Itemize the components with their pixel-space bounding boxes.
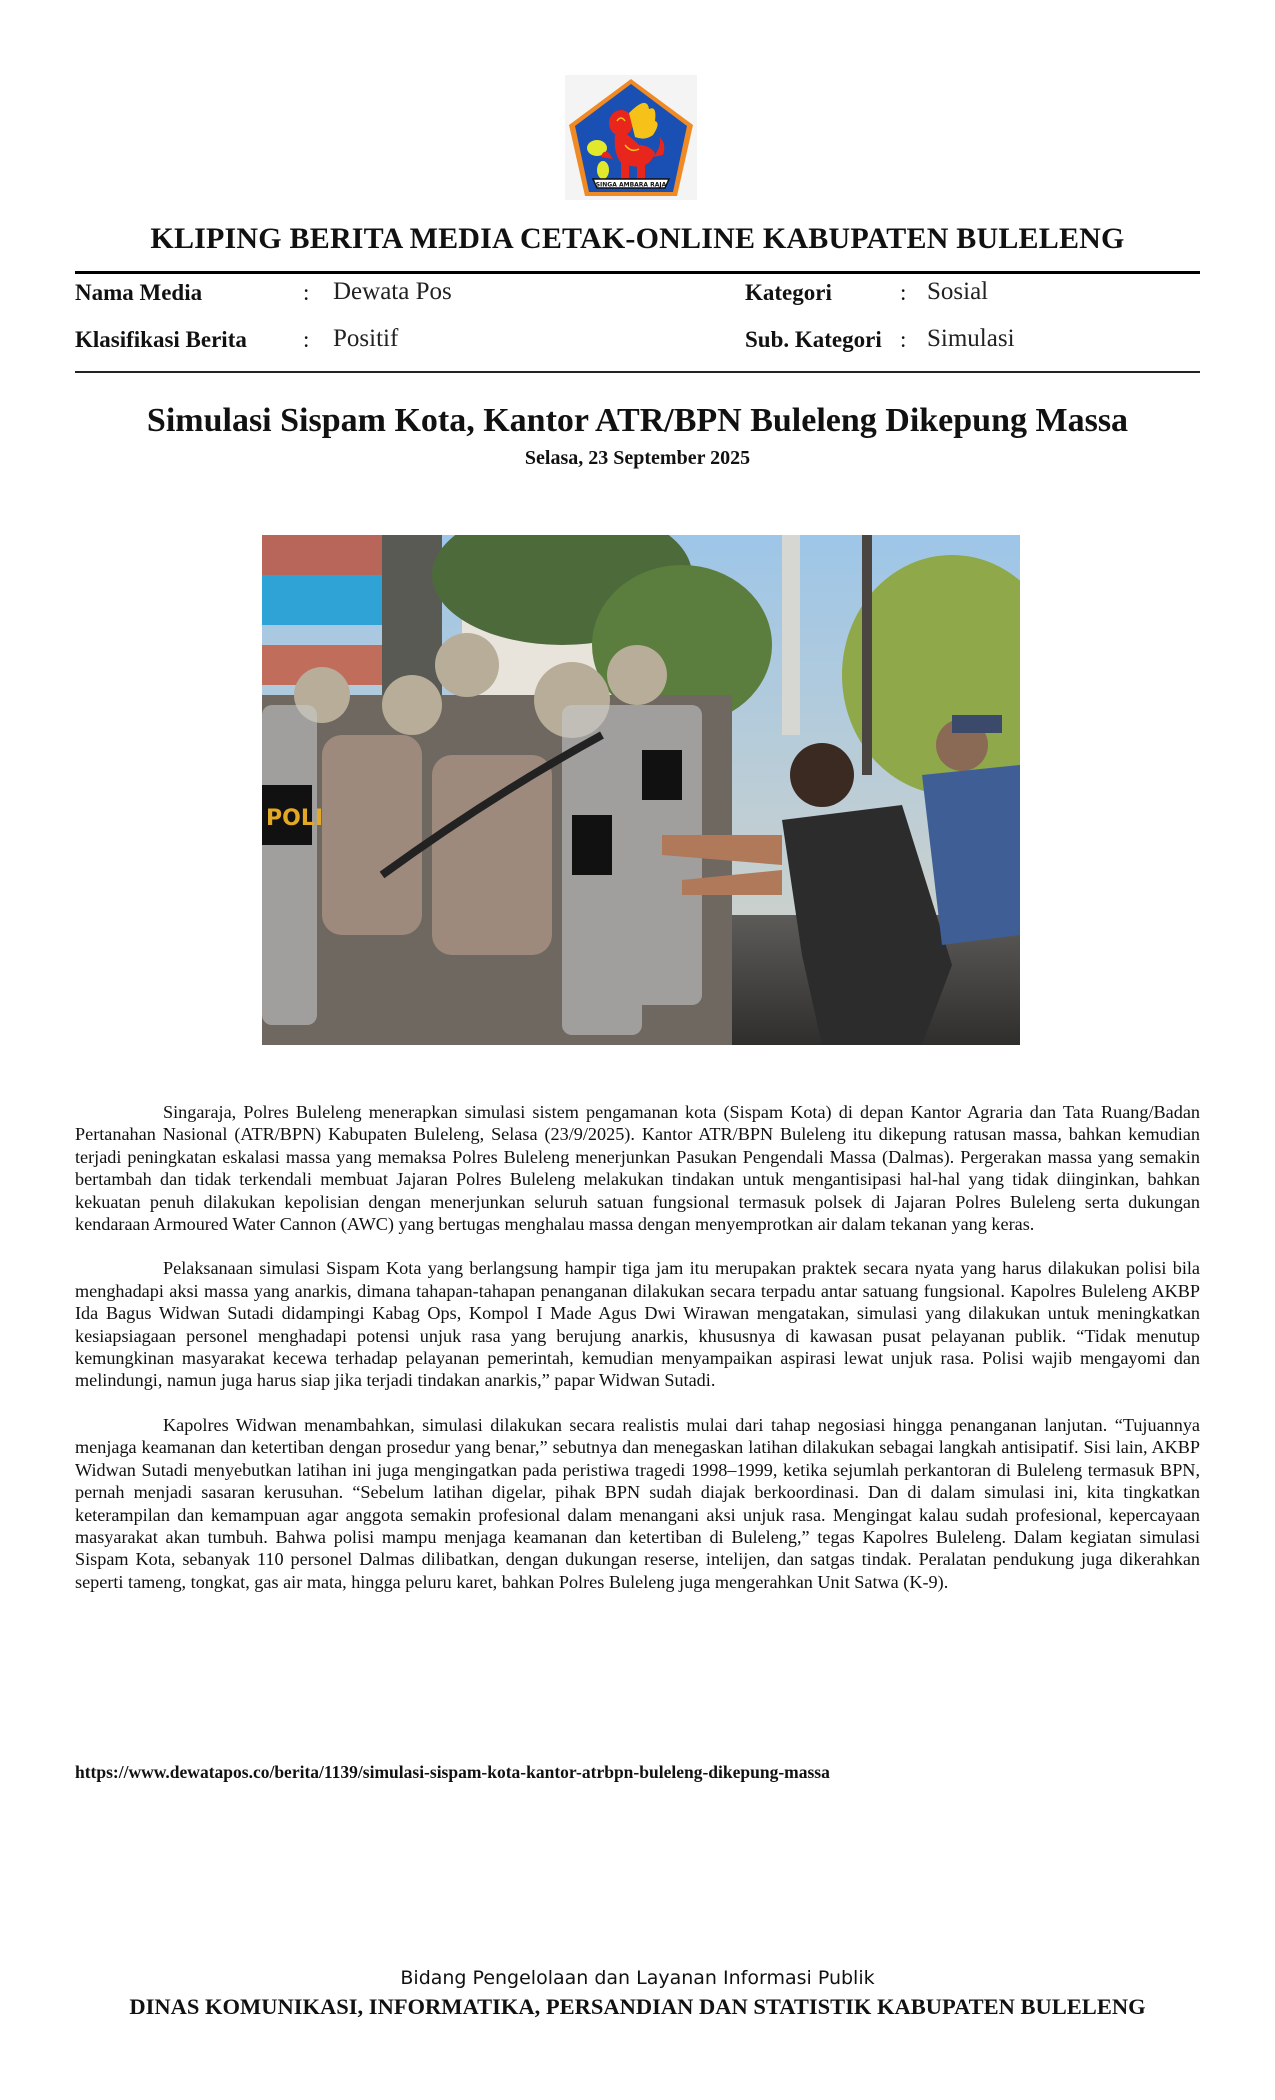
klasifikasi-berita-value: Positif xyxy=(333,325,399,352)
sub-kategori-label: Sub. Kategori xyxy=(745,327,882,352)
article-photo xyxy=(262,535,1020,1045)
kategori-colon: : xyxy=(900,280,907,305)
footer-agency: DINAS KOMUNIKASI, INFORMATIKA, PERSANDIAN DAN STATISTIK KABUPATEN BULELENG xyxy=(129,1994,1146,2019)
nama-media-value: Dewata Pos xyxy=(333,278,452,305)
kabupaten-buleleng-crest-icon xyxy=(565,75,697,200)
klasifikasi-berita-colon: : xyxy=(303,327,310,352)
source-url-link[interactable]: https://www.dewatapos.co/berita/1139/simulasi-sispam-kota-kantor-atrbpn-buleleng-dikepung-massa xyxy=(75,1762,830,1782)
article-body xyxy=(75,1101,1200,1615)
nama-media-colon: : xyxy=(303,280,310,305)
article-date: Selasa, 23 September 2025 xyxy=(524,447,751,469)
kabupaten-buleleng-logo xyxy=(565,75,697,200)
kategori-label: Kategori xyxy=(745,280,832,305)
shield-label: POLI xyxy=(266,806,324,831)
riot-simulation-photo-icon xyxy=(262,535,1020,1045)
footer-division: Bidang Pengelolaan dan Layanan Informasi Publik xyxy=(400,1967,875,1989)
article-paragraph: Kapolres Widwan menambahkan, simulasi dilakukan secara realistis mulai dari tahap negosiasi hingga penanganan lanjutan. “Tujuannya menjaga keamanan dan ketertiban dengan prosedur yang benar,” sebutnya dan menegaskan latihan dilakukan sebagai langkah antisipatif. Sisi lain, AKBP Widwan Sutadi menyebutkan latihan ini juga mengingatkan pada peristiwa tragedi 1998–1999, ketika sejumlah perkantoran di Buleleng termasuk BPN, pernah menjadi sasaran kerusuhan. “Sebelum latihan digelar, pihak BPN sudah diajak berkoordinasi. Dan di dalam simulasi ini, kita tingkatkan keterampilan dan kemampuan agar anggota semakin profesional dalam menangani aksi unjuk rasa. Mengingat kalau sudah profesional, kepercayaan masyarakat akan tumbuh. Bahwa polisi mampu menjaga keamanan dan ketertiban di Buleleng,” tegas Kapolres Buleleng. Dalam kegiatan simulasi Sispam Kota, sebanyak 110 personel Dalmas dilibatkan, dengan dukungan reserse, intelijen, dan satgas tindak. Peralatan pendukung juga dikerahkan seperti tameng, tongkat, gas air mata, hingga peluru karet, bahkan Polres Buleleng juga mengerahkan Unit Satwa (K-9). xyxy=(75,1414,1200,1592)
document-title: KLIPING BERITA MEDIA CETAK-ONLINE KABUPATEN BULELENG xyxy=(150,222,1125,255)
article-headline: Simulasi Sispam Kota, Kantor ATR/BPN Buleleng Dikepung Massa xyxy=(146,402,1129,439)
sub-kategori-colon: : xyxy=(900,327,907,352)
header-bottom-divider xyxy=(75,371,1200,373)
article-paragraph: Singaraja, Polres Buleleng menerapkan simulasi sistem pengamanan kota (Sispam Kota) di depan Kantor Agraria dan Tata Ruang/Badan Pertanahan Nasional (ATR/BPN) Kabupaten Buleleng, Selasa (23/9/2025). Kantor ATR/BPN Buleleng itu dikepung ratusan massa, bahkan kemudian terjadi peningkatan eskalasi massa yang memaksa Polres Buleleng menerjunkan Pasukan Pengendali Massa (Dalmas). Pergerakan massa yang semakin bertambah dan tidak terkendali membuat Jajaran Polres Buleleng melakukan tindakan untuk mengantisipasi hal-hal yang tidak diinginkan, bahkan kekuatan penuh dilakukan kepolisian dengan menerjunkan seluruh satuan fungsional termasuk polsek di Jajaran Polres Buleleng serta dukungan kendaraan Armoured Water Cannon (AWC) yang bertugas menghalau massa dengan menyemprotkan air dalam tekanan yang keras. xyxy=(75,1102,1200,1235)
sub-kategori-value: Simulasi xyxy=(927,325,1015,352)
kategori-value: Sosial xyxy=(927,278,989,305)
klasifikasi-berita-label: Klasifikasi Berita xyxy=(75,327,247,352)
logo-motto: SINGA AMBARA RAJA xyxy=(595,181,667,189)
header-top-divider xyxy=(75,271,1200,274)
article-paragraph: Pelaksanaan simulasi Sispam Kota yang berlangsung hampir tiga jam itu merupakan praktek secara nyata yang harus dilakukan polisi bila menghadapi aksi massa yang anarkis, dimana tahapan-tahapan penanganan dilakukan secara terpadu antar satuang fungsional. Kapolres Buleleng AKBP Ida Bagus Widwan Sutadi didampingi Kabag Ops, Kompol I Made Agus Dwi Wirawan mengatakan, simulasi yang dilakukan untuk meningkatkan kesiapsiagaan personel menghadapi potensi unjuk rasa yang berujung anarkis, khususnya di kawasan pusat pelayanan publik. “Tidak menutup kemungkinan masyarakat kecewa terhadap pelayanan pemerintah, kemudian menyampaikan aspirasi lewat unjuk rasa. Polisi wajib mengayomi dan melindungi, namun juga harus siap jika terjadi tindakan anarkis,” papar Widwan Sutadi. xyxy=(75,1258,1200,1391)
nama-media-label: Nama Media xyxy=(75,280,203,305)
